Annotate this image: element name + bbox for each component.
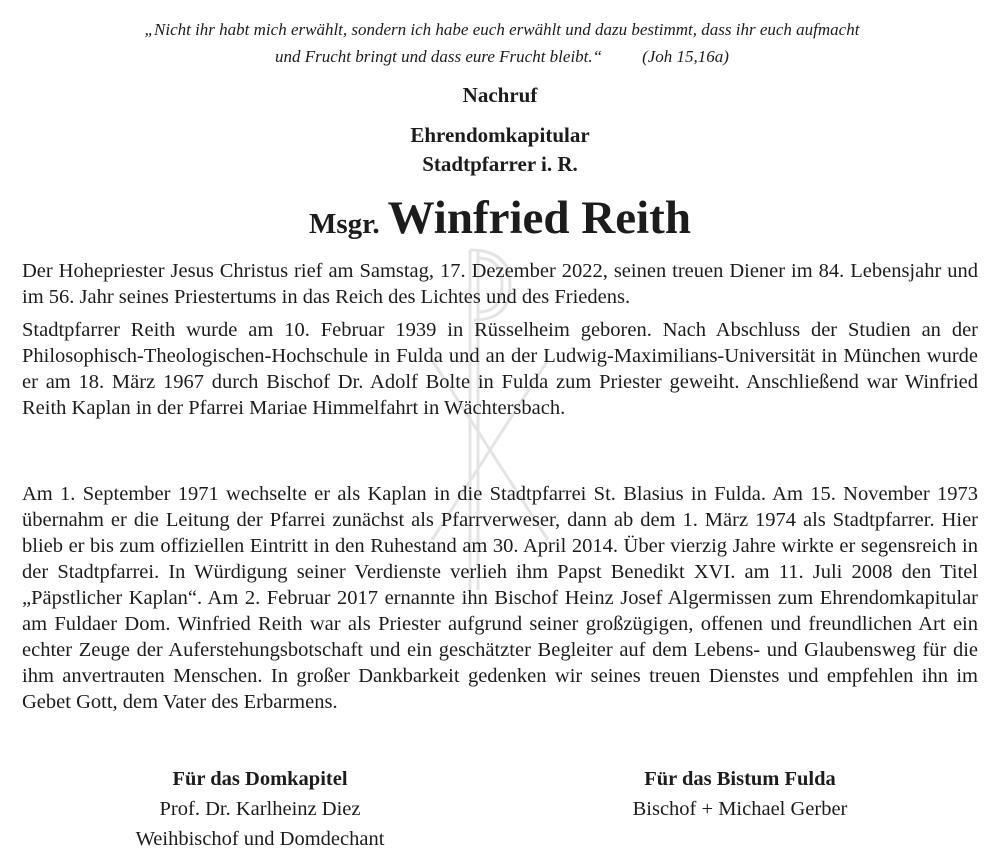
- paragraph-3: Am 1. September 1971 wechselte er als Kaplan in die Stadtpfarrei St. Blasius in Fulda. Am 15. November 1973 übernahm er die Leitung der Pfarrei zunächst als Pfarrverweser, dann ab dem 1. März 1974 als Stadtpfarrer. Hier blieb er bis zum offiziellen Eintritt in den Ruhestand am 30. April 2014. Über vierzig Jahre wirkte er segensreich in der Stadtpfarrei. In Würdigung seiner Verdienste verlieh ihm Papst Benedikt XVI. am 11. Juli 2008 den Titel „Päpstlicher Kaplan“. Am 2. Februar 2017 ernannte ihn Bischof Heinz Josef Algermissen zum Ehrendomkapitular am Fuldaer Dom. Winfried Reith war als Priester aufgrund seiner großzügigen, offenen und freundlichen Art ein echter Zeuge der Auferstehungsbotschaft und ein geschätzter Begleiter auf dem Lebens- und Glaubensweg für die ihm anvertrauten Menschen. In großer Dankbarkeit gedenken wir seines treuen Dienstes und empfehlen ihn im Gebet Gott, dem Vater des Erbarmens.: [22, 483, 978, 713]
- name-text: Winfried Reith: [387, 192, 691, 244]
- paragraph-2: Stadtpfarrer Reith wurde am 10. Februar 1939 in Rüsselheim geboren. Nach Abschluss der Studien an der Philosophisch-Theologischen-Hochschule in Fulda und an der Ludwig-Maximilians-Universität in München wurde er am 18. März 1967 durch Bischof Dr. Adolf Bolte in Fulda zum Priester geweiht. Anschließend war Winfried Reith Kaplan in der Pfarrei Mariae Himmelfahrt in Wächtersbach.: [22, 319, 978, 419]
- signature-left-name: Prof. Dr. Karlheinz Diez: [159, 798, 361, 820]
- signature-domkapitel: [80, 764, 440, 854]
- quote-reference: (Joh 15,16a): [642, 47, 729, 66]
- signature-bistum: [560, 764, 920, 824]
- paragraph-1: Der Hohepriester Jesus Christus rief am Samstag, 17. Dezember 2022, seinen treuen Diener im 84. Lebensjahr und im 56. Jahr seines Priestertums in das Reich des Lichtes und des Friedens.: [22, 260, 978, 308]
- title-ehrendomkapitular: Ehrendomkapitular: [410, 123, 590, 147]
- signature-right-name: Bischof + Michael Gerber: [632, 798, 848, 820]
- name-prefix: Msgr.: [309, 208, 380, 240]
- quote-line-2: [28, 43, 976, 70]
- signature-left-role: Weihbischof und Domdechant: [135, 828, 385, 850]
- quote-line-2-text: und Frucht bringt und dass eure Frucht bleibt.“: [275, 47, 603, 66]
- quote-line-1: „Nicht ihr habt mich erwählt, sondern ich habe euch erwählt und dazu bestimmt, dass ihr euch aufmacht: [144, 20, 860, 39]
- nachruf-label: Nachruf: [462, 83, 538, 107]
- bible-quote: [28, 16, 976, 70]
- title-stadtpfarrer: Stadtpfarrer i. R.: [422, 152, 578, 176]
- signature-left-heading: Für das Domkapitel: [172, 768, 348, 790]
- signature-right-heading: Für das Bistum Fulda: [644, 768, 836, 790]
